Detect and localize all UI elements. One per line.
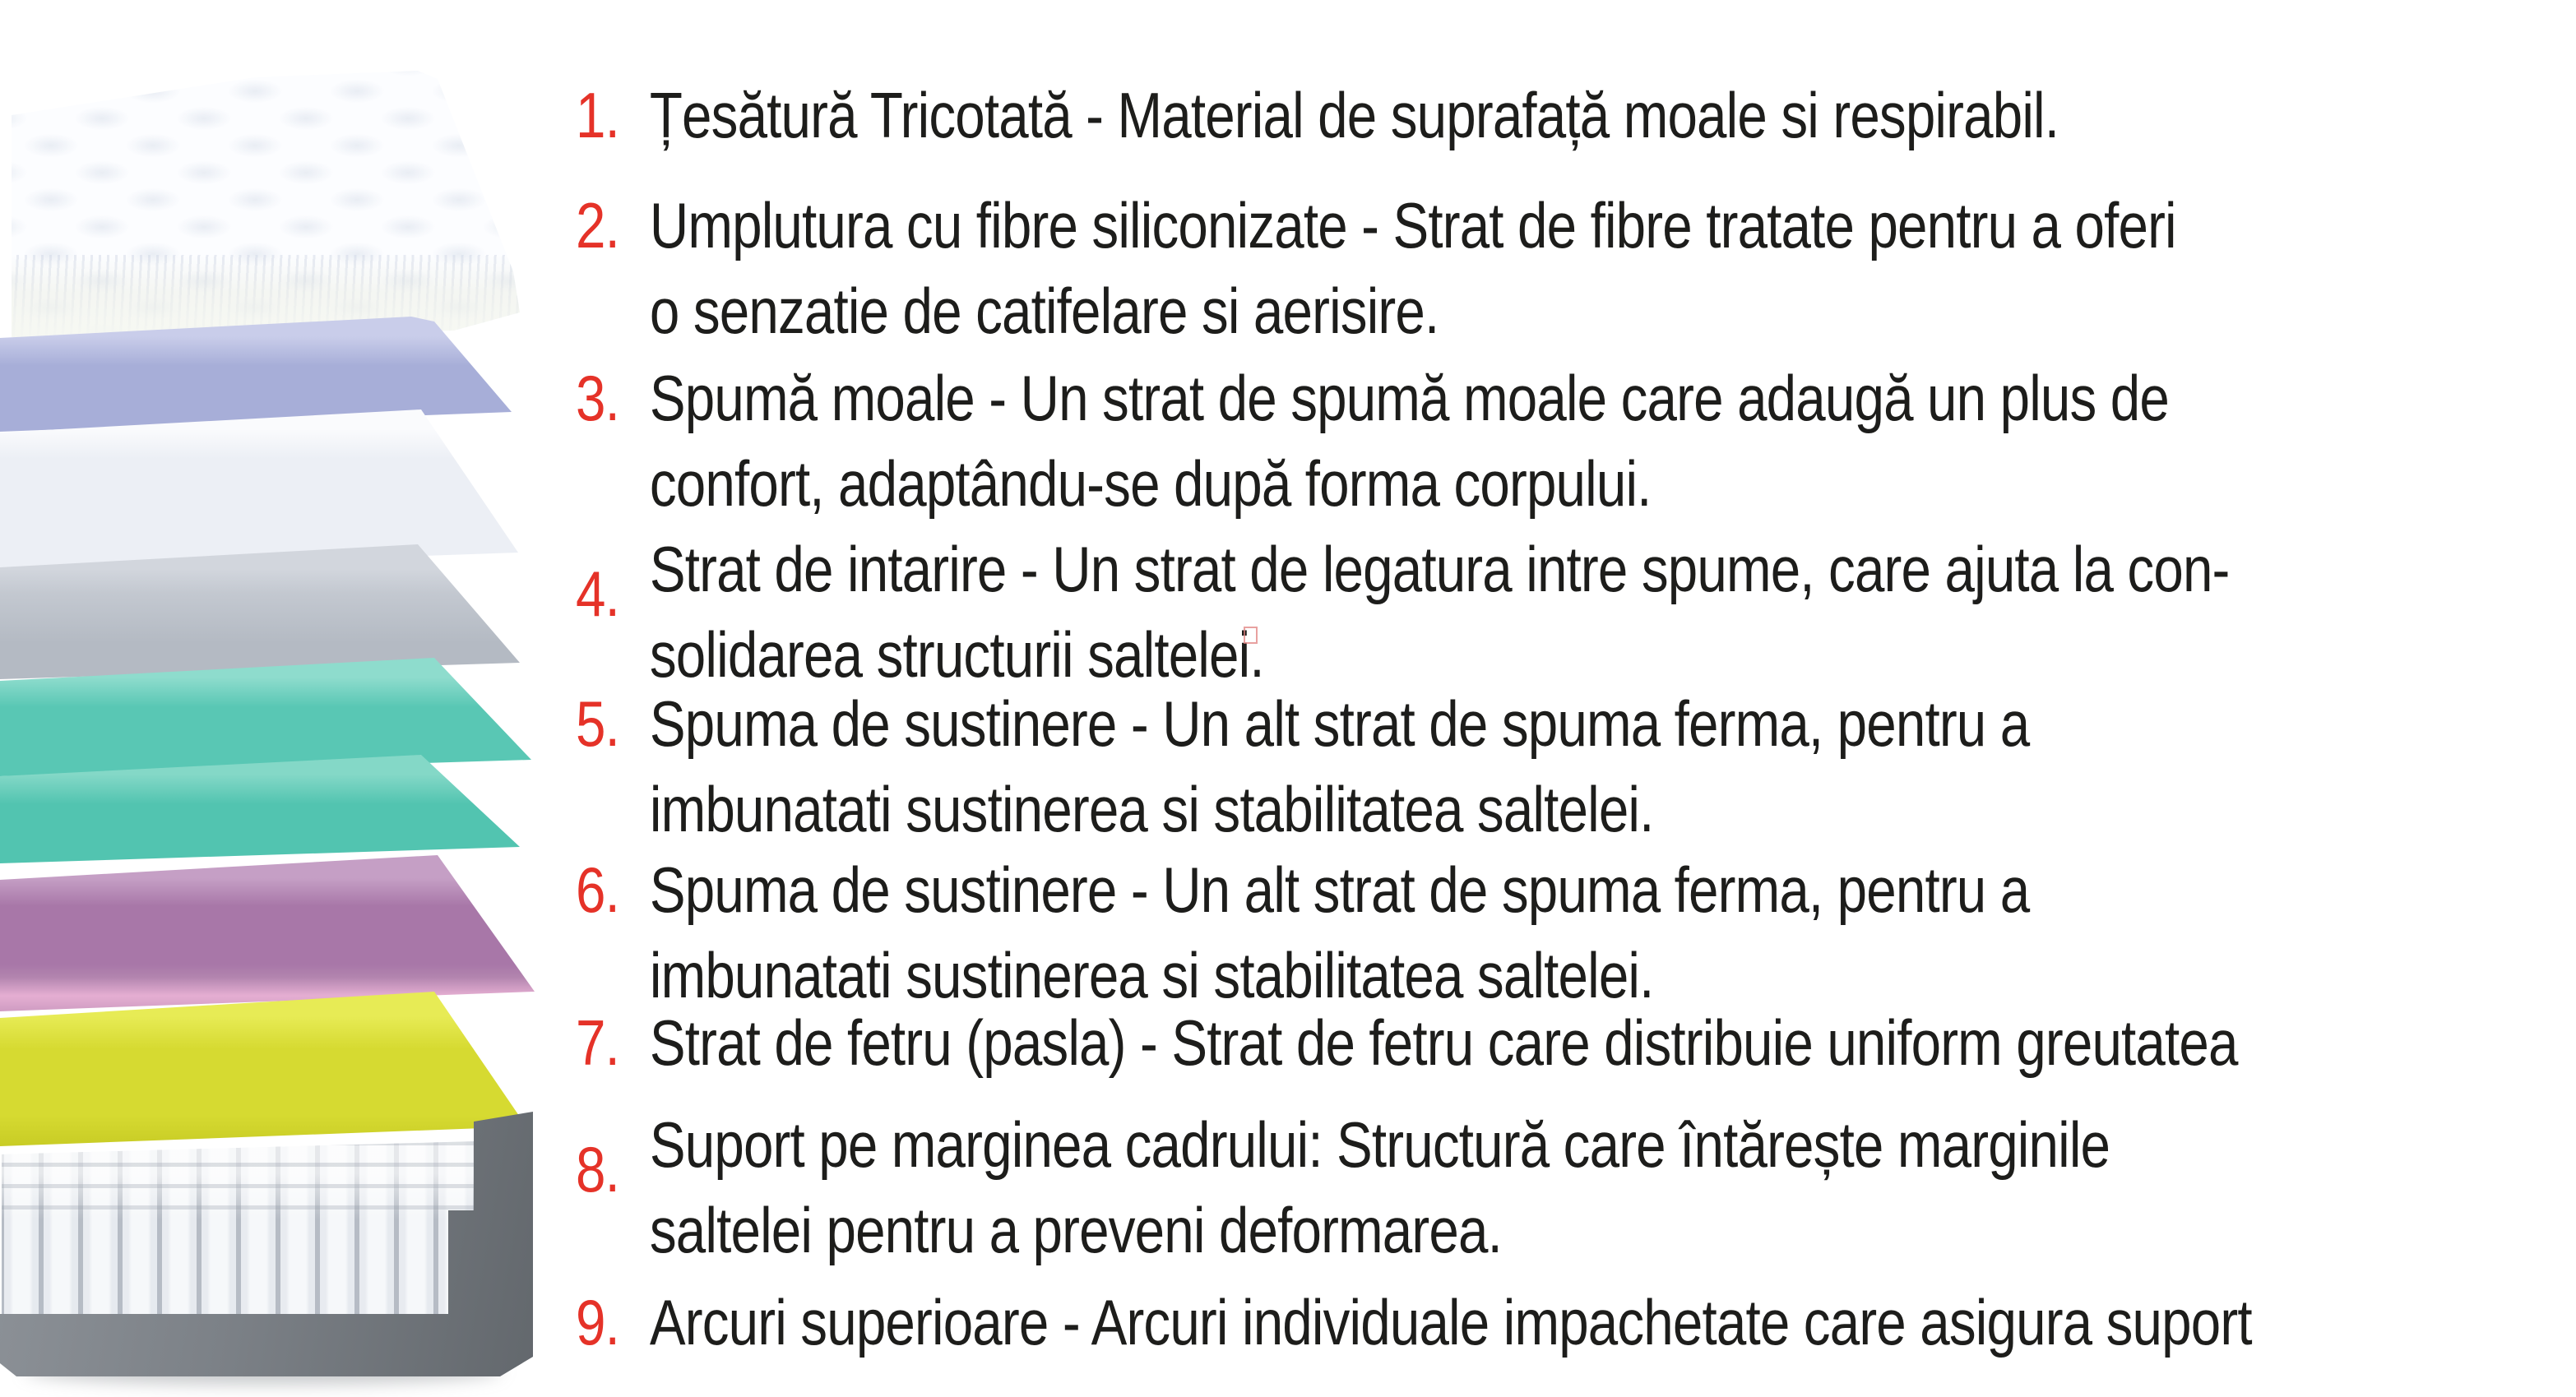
item-line: Țesătură Tricotată - Material de suprafață moale si respirabil.	[649, 79, 2059, 151]
item-number: 1.	[576, 79, 619, 151]
item-text	[650, 1279, 2252, 1365]
mattress-layers-illustration	[0, 0, 576, 1397]
item-number: 2.	[576, 189, 619, 261]
layer-knit-fabric	[0, 64, 543, 337]
item-number: 4.	[576, 557, 619, 630]
item-number: 8.	[576, 1133, 619, 1205]
item-line: saltelei pentru a preveni deformarea.	[649, 1194, 1502, 1266]
item-line: Spuma de sustinere - Un alt strat de spuma ferma, pentru a	[649, 687, 2030, 760]
item-line: Strat de intarire - Un strat de legatura intre spume, care ajuta la con-	[649, 533, 2230, 605]
item-line: Arcuri superioare - Arcuri individuale impachetate care asigura suport	[649, 1286, 2252, 1358]
item-number: 3.	[576, 362, 619, 434]
item-text	[650, 183, 2176, 354]
layer-reinforcement	[0, 544, 543, 679]
item-line: solidarea structurii saltelei.	[649, 618, 1264, 691]
stray-mark	[1244, 627, 1258, 644]
item-line: o senzatie de catifelare si aerisire.	[649, 275, 1439, 347]
list-item	[576, 1279, 2252, 1365]
list-item	[576, 355, 2169, 526]
layer-felt-purple	[0, 855, 543, 1011]
list-item	[576, 847, 2029, 1018]
layer-list	[576, 0, 2576, 1397]
item-text	[650, 847, 2029, 1018]
item-number: 9.	[576, 1286, 619, 1358]
layer-soft-foam	[0, 409, 543, 571]
item-text	[650, 526, 2230, 697]
item-line: Suport pe marginea cadrului: Structură care întărește marginile	[649, 1108, 2110, 1181]
item-number: 6.	[576, 853, 619, 926]
item-number: 7.	[576, 1006, 619, 1079]
list-item	[576, 72, 2059, 158]
item-number: 5.	[576, 687, 619, 760]
item-text	[650, 355, 2169, 526]
item-text	[650, 72, 2059, 158]
list-item	[576, 183, 2176, 354]
item-line: imbunatati sustinerea si stabilitatea saltelei.	[649, 773, 1654, 845]
item-line: confort, adaptându-se după forma corpului.	[649, 447, 1652, 520]
item-text	[650, 1102, 2110, 1273]
item-line: Spumă moale - Un strat de spumă moale care adaugă un plus de	[649, 362, 2170, 434]
list-item	[576, 526, 2230, 697]
item-text	[650, 681, 2029, 852]
item-line: imbunatati sustinerea si stabilitatea saltelei.	[649, 939, 1654, 1011]
list-item	[576, 1000, 2238, 1085]
item-line: Umplutura cu fibre siliconizate - Strat de fibre tratate pentru a oferi	[649, 189, 2176, 261]
item-line: Strat de fetru (pasla) - Strat de fetru care distribuie uniform greutatea	[649, 1006, 2238, 1079]
layer-felt-yellow	[0, 992, 543, 1146]
list-item	[576, 681, 2029, 852]
item-text	[650, 1000, 2238, 1085]
item-line: Spuma de sustinere - Un alt strat de spuma ferma, pentru a	[649, 853, 2030, 926]
list-item	[576, 1102, 2110, 1273]
layer-silicone-fiber	[0, 317, 543, 432]
